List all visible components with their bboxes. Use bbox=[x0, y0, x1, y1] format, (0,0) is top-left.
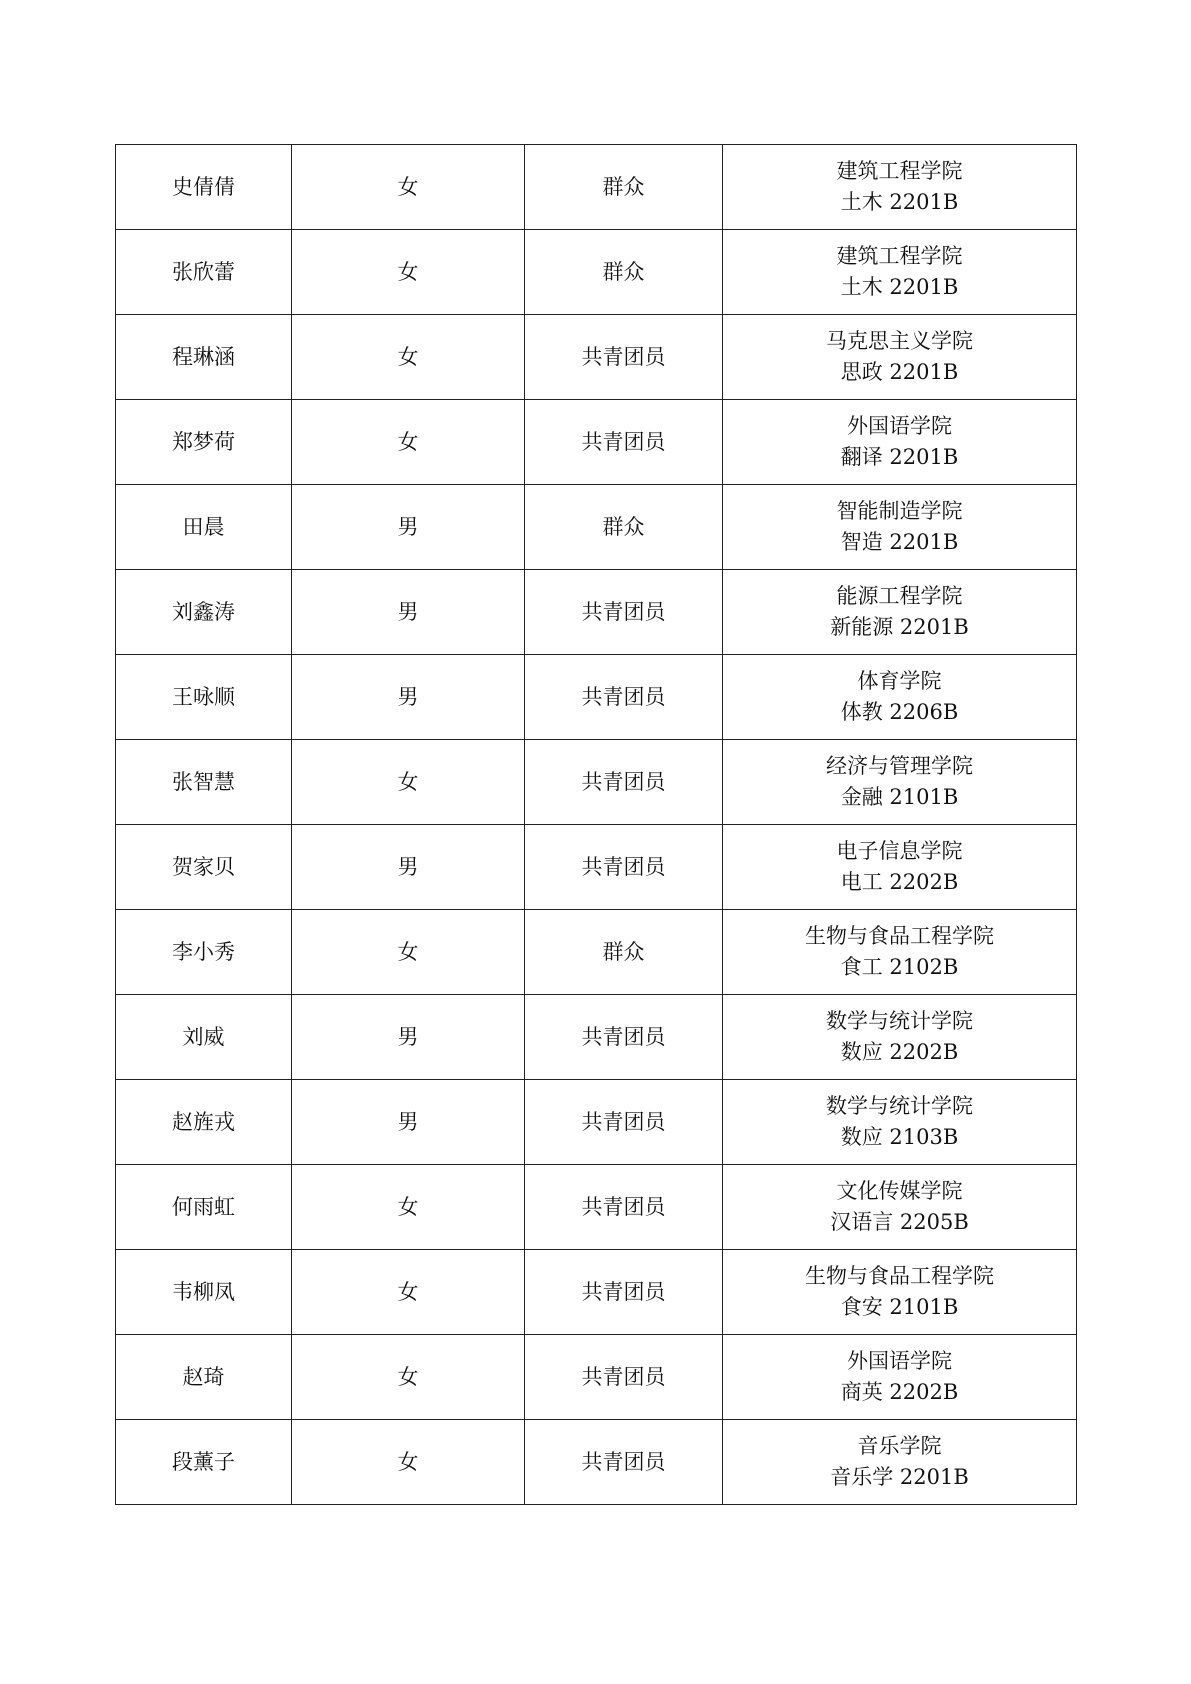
gender-cell bbox=[292, 1165, 525, 1250]
student-political-status: 共青团员 bbox=[581, 1449, 666, 1474]
table-row bbox=[116, 400, 1077, 485]
student-college: 生物与食品工程学院 bbox=[805, 1264, 994, 1288]
student-political-status: 共青团员 bbox=[581, 344, 666, 369]
student-name: 刘威 bbox=[182, 1024, 225, 1049]
student-college: 经济与管理学院 bbox=[826, 754, 973, 778]
name-cell bbox=[116, 230, 292, 315]
political-status-cell bbox=[525, 485, 723, 570]
student-gender: 女 bbox=[397, 1449, 419, 1474]
student-gender: 男 bbox=[397, 599, 419, 624]
unit-cell bbox=[723, 145, 1077, 230]
student-political-status: 共青团员 bbox=[581, 854, 666, 879]
student-political-status: 共青团员 bbox=[581, 1279, 666, 1304]
table-row bbox=[116, 145, 1077, 230]
political-status-cell bbox=[525, 315, 723, 400]
student-gender: 男 bbox=[397, 684, 419, 709]
table-row bbox=[116, 1165, 1077, 1250]
name-cell bbox=[116, 1250, 292, 1335]
student-political-status: 群众 bbox=[602, 174, 645, 199]
student-political-status: 共青团员 bbox=[581, 1364, 666, 1389]
student-gender: 男 bbox=[397, 1109, 419, 1134]
student-name: 赵旌戎 bbox=[172, 1109, 235, 1134]
student-roster-table bbox=[115, 144, 1077, 1505]
political-status-cell bbox=[525, 1420, 723, 1505]
political-status-cell bbox=[525, 230, 723, 315]
student-class: 数应 2103B bbox=[840, 1125, 959, 1149]
student-college: 外国语学院 bbox=[847, 1349, 952, 1373]
political-status-cell bbox=[525, 825, 723, 910]
student-gender: 女 bbox=[397, 1364, 419, 1389]
table-row bbox=[116, 655, 1077, 740]
gender-cell bbox=[292, 910, 525, 995]
student-class: 电工 2202B bbox=[840, 870, 959, 894]
unit-cell bbox=[723, 740, 1077, 825]
student-class: 土木 2201B bbox=[840, 190, 959, 214]
student-name: 程琳涵 bbox=[172, 344, 235, 369]
unit-cell bbox=[723, 570, 1077, 655]
name-cell bbox=[116, 740, 292, 825]
student-name: 赵琦 bbox=[182, 1364, 225, 1389]
unit-cell bbox=[723, 230, 1077, 315]
gender-cell bbox=[292, 1420, 525, 1505]
table-row bbox=[116, 1080, 1077, 1165]
unit-cell bbox=[723, 825, 1077, 910]
table-row bbox=[116, 910, 1077, 995]
student-college: 电子信息学院 bbox=[836, 839, 963, 863]
gender-cell bbox=[292, 315, 525, 400]
table-row bbox=[116, 1335, 1077, 1420]
student-college: 体育学院 bbox=[857, 669, 942, 693]
political-status-cell bbox=[525, 910, 723, 995]
unit-cell bbox=[723, 995, 1077, 1080]
unit-cell bbox=[723, 1165, 1077, 1250]
table-row bbox=[116, 315, 1077, 400]
gender-cell bbox=[292, 825, 525, 910]
student-political-status: 共青团员 bbox=[581, 769, 666, 794]
student-political-status: 共青团员 bbox=[581, 1109, 666, 1134]
student-name: 郑梦荷 bbox=[172, 429, 235, 454]
political-status-cell bbox=[525, 1080, 723, 1165]
table-row bbox=[116, 230, 1077, 315]
student-class: 翻译 2201B bbox=[840, 445, 959, 469]
student-class: 数应 2202B bbox=[840, 1040, 959, 1064]
student-class: 体教 2206B bbox=[840, 700, 959, 724]
student-political-status: 群众 bbox=[602, 939, 645, 964]
unit-cell bbox=[723, 1335, 1077, 1420]
unit-cell bbox=[723, 400, 1077, 485]
political-status-cell bbox=[525, 145, 723, 230]
student-name: 王咏顺 bbox=[172, 684, 235, 709]
name-cell bbox=[116, 145, 292, 230]
student-college: 马克思主义学院 bbox=[826, 329, 973, 353]
student-gender: 女 bbox=[397, 429, 419, 454]
name-cell bbox=[116, 825, 292, 910]
name-cell bbox=[116, 910, 292, 995]
student-gender: 男 bbox=[397, 1024, 419, 1049]
student-gender: 女 bbox=[397, 174, 419, 199]
gender-cell bbox=[292, 1250, 525, 1335]
name-cell bbox=[116, 1420, 292, 1505]
student-college: 外国语学院 bbox=[847, 414, 952, 438]
gender-cell bbox=[292, 995, 525, 1080]
table-row bbox=[116, 740, 1077, 825]
student-gender: 女 bbox=[397, 939, 419, 964]
student-class: 智造 2201B bbox=[840, 530, 959, 554]
table-row bbox=[116, 1420, 1077, 1505]
student-gender: 女 bbox=[397, 344, 419, 369]
student-college: 建筑工程学院 bbox=[836, 159, 963, 183]
student-political-status: 共青团员 bbox=[581, 1194, 666, 1219]
unit-cell bbox=[723, 1250, 1077, 1335]
student-political-status: 群众 bbox=[602, 514, 645, 539]
student-name: 田晨 bbox=[182, 514, 225, 539]
gender-cell bbox=[292, 230, 525, 315]
student-college: 能源工程学院 bbox=[836, 584, 963, 608]
political-status-cell bbox=[525, 995, 723, 1080]
table-row bbox=[116, 485, 1077, 570]
student-gender: 男 bbox=[397, 514, 419, 539]
student-name: 张智慧 bbox=[172, 769, 235, 794]
student-class: 汉语言 2205B bbox=[830, 1210, 969, 1234]
student-class: 金融 2101B bbox=[840, 785, 959, 809]
name-cell bbox=[116, 1335, 292, 1420]
student-gender: 女 bbox=[397, 1279, 419, 1304]
name-cell bbox=[116, 315, 292, 400]
student-class: 思政 2201B bbox=[840, 360, 959, 384]
student-name: 韦柳凤 bbox=[172, 1279, 235, 1304]
student-class: 土木 2201B bbox=[840, 275, 959, 299]
unit-cell bbox=[723, 655, 1077, 740]
name-cell bbox=[116, 485, 292, 570]
gender-cell bbox=[292, 1080, 525, 1165]
student-political-status: 共青团员 bbox=[581, 1024, 666, 1049]
name-cell bbox=[116, 400, 292, 485]
student-name: 贺家贝 bbox=[172, 854, 235, 879]
unit-cell bbox=[723, 1420, 1077, 1505]
student-name: 史倩倩 bbox=[172, 174, 235, 199]
student-political-status: 群众 bbox=[602, 259, 645, 284]
name-cell bbox=[116, 1165, 292, 1250]
table-row bbox=[116, 570, 1077, 655]
student-class: 食安 2101B bbox=[840, 1295, 959, 1319]
gender-cell bbox=[292, 400, 525, 485]
political-status-cell bbox=[525, 740, 723, 825]
gender-cell bbox=[292, 1335, 525, 1420]
student-class: 音乐学 2201B bbox=[830, 1465, 969, 1489]
political-status-cell bbox=[525, 655, 723, 740]
name-cell bbox=[116, 995, 292, 1080]
gender-cell bbox=[292, 485, 525, 570]
student-class: 食工 2102B bbox=[840, 955, 959, 979]
student-class: 商英 2202B bbox=[840, 1380, 959, 1404]
student-political-status: 共青团员 bbox=[581, 684, 666, 709]
student-name: 段薰子 bbox=[172, 1449, 235, 1474]
roster-body bbox=[116, 145, 1077, 1505]
unit-cell bbox=[723, 1080, 1077, 1165]
gender-cell bbox=[292, 145, 525, 230]
student-college: 智能制造学院 bbox=[836, 499, 963, 523]
student-name: 张欣蕾 bbox=[172, 259, 235, 284]
student-political-status: 共青团员 bbox=[581, 599, 666, 624]
unit-cell bbox=[723, 315, 1077, 400]
table-row bbox=[116, 825, 1077, 910]
name-cell bbox=[116, 570, 292, 655]
unit-cell bbox=[723, 485, 1077, 570]
gender-cell bbox=[292, 655, 525, 740]
student-college: 数学与统计学院 bbox=[826, 1009, 973, 1033]
student-gender: 女 bbox=[397, 1194, 419, 1219]
student-gender: 女 bbox=[397, 769, 419, 794]
student-name: 李小秀 bbox=[172, 939, 235, 964]
table-row bbox=[116, 995, 1077, 1080]
student-name: 刘鑫涛 bbox=[172, 599, 235, 624]
student-college: 生物与食品工程学院 bbox=[805, 924, 994, 948]
student-college: 数学与统计学院 bbox=[826, 1094, 973, 1118]
student-college: 音乐学院 bbox=[857, 1434, 942, 1458]
unit-cell bbox=[723, 910, 1077, 995]
student-class: 新能源 2201B bbox=[830, 615, 969, 639]
political-status-cell bbox=[525, 1250, 723, 1335]
political-status-cell bbox=[525, 1165, 723, 1250]
table-row bbox=[116, 1250, 1077, 1335]
student-gender: 男 bbox=[397, 854, 419, 879]
student-college: 文化传媒学院 bbox=[836, 1179, 963, 1203]
political-status-cell bbox=[525, 570, 723, 655]
student-college: 建筑工程学院 bbox=[836, 244, 963, 268]
student-political-status: 共青团员 bbox=[581, 429, 666, 454]
gender-cell bbox=[292, 740, 525, 825]
political-status-cell bbox=[525, 1335, 723, 1420]
name-cell bbox=[116, 655, 292, 740]
gender-cell bbox=[292, 570, 525, 655]
student-gender: 女 bbox=[397, 259, 419, 284]
student-name: 何雨虹 bbox=[172, 1194, 235, 1219]
political-status-cell bbox=[525, 400, 723, 485]
name-cell bbox=[116, 1080, 292, 1165]
